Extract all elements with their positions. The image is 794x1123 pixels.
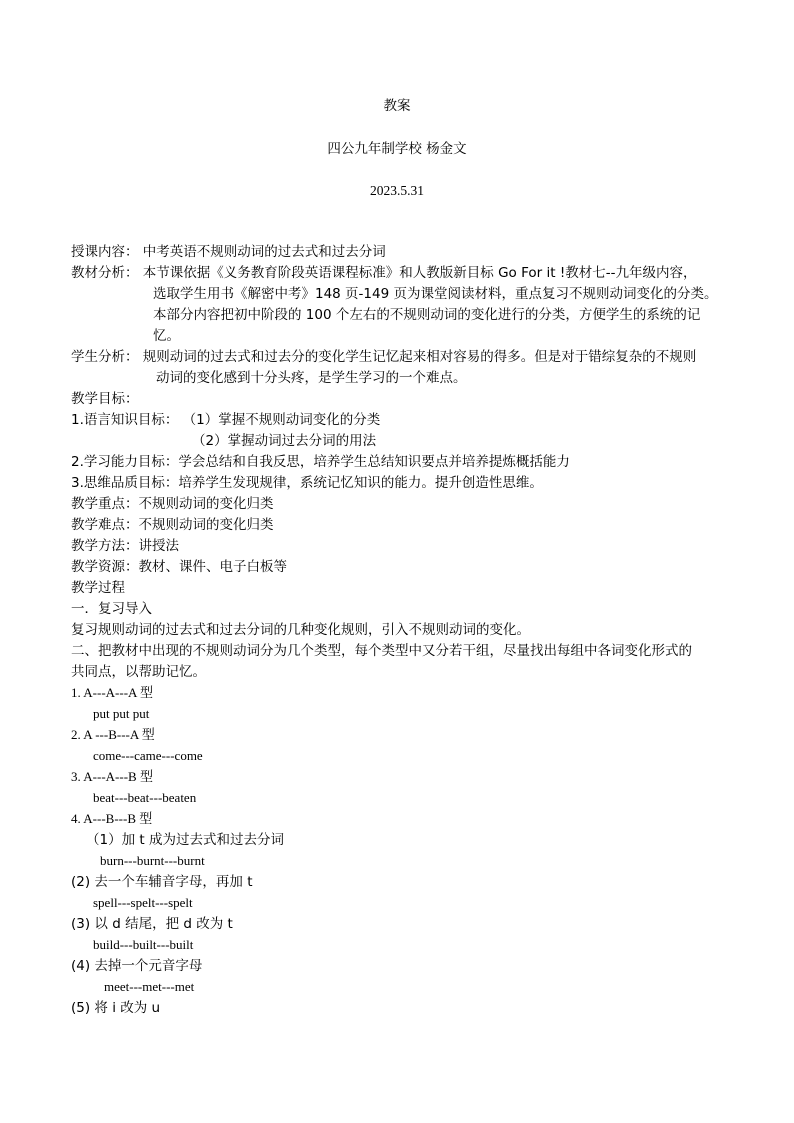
difficulty-line: 教学难点：不规则动词的变化归类 — [71, 517, 274, 533]
material-analysis-line: 教材分析： 本节课依据《义务教育阶段英语课程标准》和人教版新目标 Go For it !教材七--九年级内容， — [71, 265, 697, 281]
material-analysis-cont-3: 忆。 — [153, 328, 180, 344]
goal-thinking-quality: 3.思维品质目标：培养学生发现规律，系统记忆知识的能力。提升创造性思维。 — [71, 475, 543, 491]
type-1-example: put put put — [93, 706, 150, 721]
type-4-sub-4: (4) 去掉一个元音字母 — [71, 958, 203, 974]
student-analysis-cont: 动词的变化感到十分头疼，是学生学习的一个难点。 — [156, 370, 467, 386]
school-author: 四公九年制学校 杨金文 — [327, 141, 467, 157]
type-4-sub-3: (3) 以 d 结尾，把 d 改为 t — [71, 916, 233, 932]
type-2-example: come---came---come — [93, 748, 203, 763]
teaching-content-line: 授课内容： 中考英语不规则动词的过去式和过去分词 — [71, 244, 386, 260]
type-4-sub-2-example: spell---spelt---spelt — [93, 895, 193, 910]
section-classify-line: 二、把教材中出现的不规则动词分为几个类型，每个类型中又分若干组，尽量找出每组中各词变化形式的 — [71, 643, 692, 659]
review-description: 复习规则动词的过去式和过去分词的几种变化规则，引入不规则动词的变化。 — [71, 622, 530, 638]
type-4-sub-1-example: burn---burnt---burnt — [100, 853, 205, 868]
type-4-sub-1: （1）加 t 成为过去式和过去分词 — [86, 832, 284, 848]
teaching-resources-line: 教学资源：教材、课件、电子白板等 — [71, 559, 287, 575]
student-analysis-line: 学生分析： 规则动词的过去式和过去分的变化学生记忆起来相对容易的得多。但是对于错综复杂的不规则 — [71, 349, 697, 365]
teaching-process-heading: 教学过程 — [71, 580, 125, 596]
type-4-sub-5: (5) 将 i 改为 u — [71, 1000, 161, 1016]
teaching-method-line: 教学方法：讲授法 — [71, 538, 179, 554]
type-1-heading: 1. A---A---A 型 — [71, 685, 153, 700]
section-review-heading: 一．复习导入 — [71, 601, 152, 617]
type-4-heading: 4. A---B---B 型 — [71, 811, 153, 826]
goal-language-knowledge: 1.语言知识目标： （1）掌握不规则动词变化的分类 — [71, 412, 381, 428]
goal-language-knowledge-2: （2）掌握动词过去分词的用法 — [192, 433, 377, 449]
key-point-line: 教学重点：不规则动词的变化归类 — [71, 496, 274, 512]
teaching-goals-heading: 教学目标： — [71, 391, 139, 407]
type-4-sub-2: (2) 去一个车辅音字母，再加 t — [71, 874, 253, 890]
document-date: 2023.5.31 — [370, 183, 424, 198]
document-title: 教案 — [383, 98, 411, 114]
material-analysis-cont-1: 选取学生用书《解密中考》148 页-149 页为课堂阅读材料，重点复习不规则动词变化的分类。 — [153, 286, 718, 302]
goal-learning-ability: 2.学习能力目标：学会总结和自我反思，培养学生总结知识要点并培养提炼概括能力 — [71, 454, 570, 470]
type-4-sub-3-example: build---built---built — [93, 937, 194, 952]
section-classify-cont: 共同点，以帮助记忆。 — [71, 664, 206, 680]
type-2-heading: 2. A ---B---A 型 — [71, 727, 155, 742]
type-3-heading: 3. A---A---B 型 — [71, 769, 153, 784]
type-4-sub-4-example: meet---met---met — [104, 979, 195, 994]
type-3-example: beat---beat---beaten — [93, 790, 197, 805]
material-analysis-cont-2: 本部分内容把初中阶段的 100 个左右的不规则动词的变化进行的分类，方便学生的系统的记 — [153, 307, 701, 323]
